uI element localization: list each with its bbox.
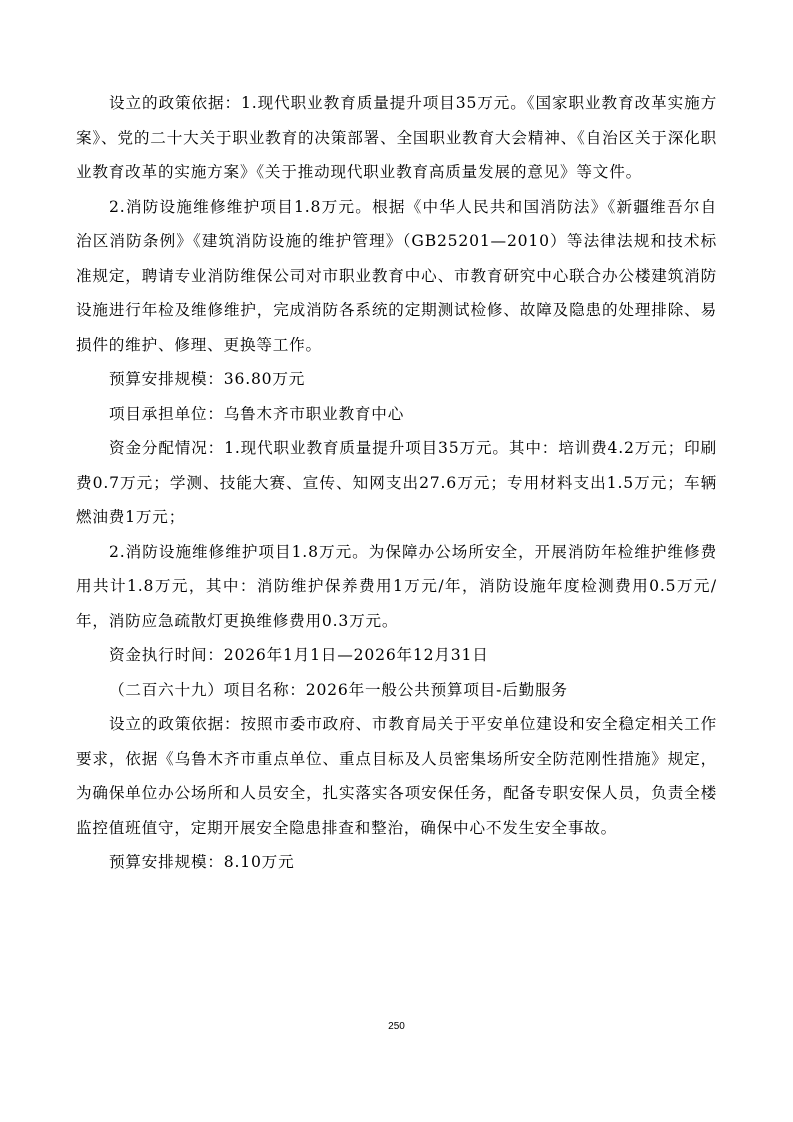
paragraph-project-name-269: （二百六十九）项目名称：2026年一般公共预算项目-后勤服务	[109, 680, 568, 699]
body-text	[76, 86, 717, 880]
paragraph-policy-basis-2: 设立的政策依据：按照市委市政府、市教育局关于平安单位建设和安全稳定相关工作要求，依据《乌鲁木齐市重点单位、重点目标及人员密集场所安全防范刚性措施》规定，为确保单位办公场所和人员安全，扎实落实各项安保任务，配备专职安保人员，负责全楼监控值班值守，定期开展安全隐患排查和整治，确保中心不发生安全事故。	[76, 715, 717, 837]
paragraph-fund-allocation: 资金分配情况：1.现代职业教育质量提升项目35万元。其中：培训费4.2万元；印刷费0.7万元；学测、技能大赛、宣传、知网支出27.6万元；专用材料支出1.5万元；车辆燃油费1万元；	[76, 439, 717, 526]
paragraph-fire-maintenance-allocation: 2.消防设施维修维护项目1.8万元。为保障办公场所安全，开展消防年检维护维修费用共计1.8万元，其中：消防维护保养费用1万元/年，消防设施年度检测费用0.5万元/年，消防应急疏散灯更换维修费用0.3万元。	[76, 542, 717, 630]
paragraph-fire-maintenance-project: 2.消防设施维修维护项目1.8万元。根据《中华人民共和国消防法》《新疆维吾尔自治区消防条例》《建筑消防设施的维护管理》（GB25201—2010）等法律法规和技术标准规定，聘请专业消防维保公司对市职业教育中心、市教育研究中心联合办公楼建筑消防设施进行年检及维修维护，完成消防各系统的定期测试检修、故障及隐患的处理排除、易损件的维护、修理、更换等工作。	[76, 197, 717, 354]
paragraph-responsible-unit: 项目承担单位：乌鲁木齐市职业教育中心	[109, 404, 405, 423]
paragraph-policy-basis-1: 设立的政策依据：1.现代职业教育质量提升项目35万元。《国家职业教育改革实施方案》、党的二十大关于职业教育的决策部署、全国职业教育大会精神、《自治区关于深化职业教育改革的实施方案》《关于推动现代职业教育高质量发展的意见》等文件。	[76, 94, 717, 181]
paragraph-execution-time: 资金执行时间：2026年1月1日—2026年12月31日	[109, 646, 489, 664]
page-number: 250	[388, 1021, 405, 1032]
paragraph-budget-scale-1: 预算安排规模：36.80万元	[109, 370, 306, 388]
paragraph-budget-scale-2: 预算安排规模：8.10万元	[109, 853, 295, 871]
